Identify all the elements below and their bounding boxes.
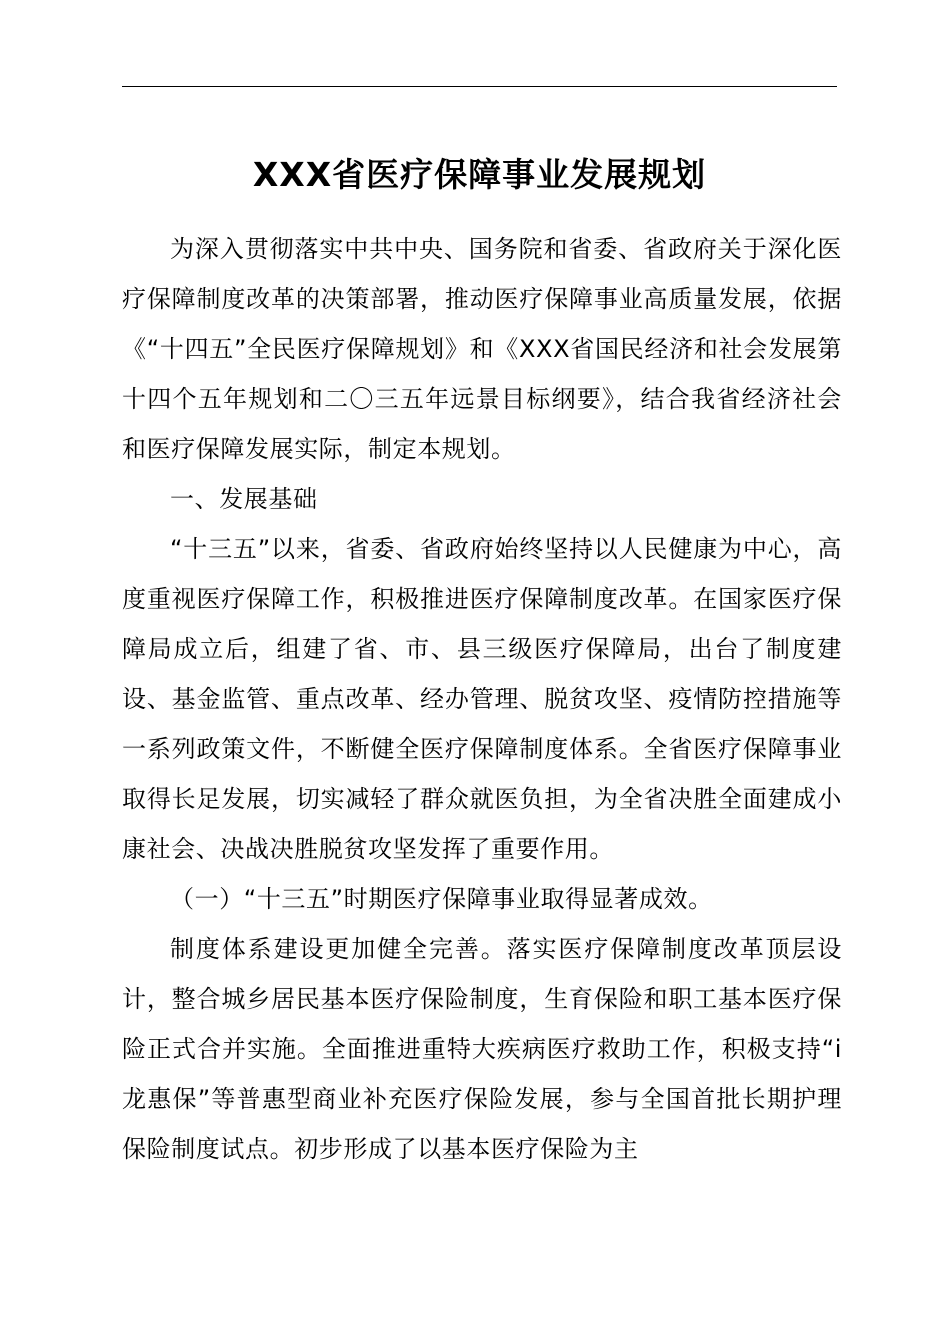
body-paragraph: “十三五”以来，省委、省政府始终坚持以人民健康为中心，高度重视医疗保障工作，积极推进医疗保障制度改革。在国家医疗保障局成立后，组建了省、市、县三级医疗保障局，出台了制度建设、基金监管、重点改革、经办管理、脱贫攻坚、疫情防控措施等一系列政策文件，不断健全医疗保障制度体系。全省医疗保障事业取得长足发展，切实减轻了群众就医负担，为全省决胜全面建成小康社会、决战决胜脱贫攻坚发挥了重要作用。 (122, 535, 842, 863)
header-rule (122, 86, 837, 87)
subsection-heading: （一）“十三五”时期医疗保障事业取得显著成效。 (170, 885, 713, 913)
document-body (122, 224, 842, 1174)
document-title: XXX省医疗保障事业发展规划 (252, 155, 707, 194)
section-heading: 一、发展基础 (170, 485, 318, 513)
intro-paragraph: 为深入贯彻落实中共中央、国务院和省委、省政府关于深化医疗保障制度改革的决策部署，推动医疗保障事业高质量发展，依据《“十四五”全民医疗保障规划》和《XXX省国民经济和社会发展第十四个五年规划和二〇三五年远景目标纲要》，结合我省经济社会和医疗保障发展实际，制定本规划。 (122, 235, 842, 463)
body-paragraph: 制度体系建设更加健全完善。落实医疗保障制度改革顶层设计，整合城乡居民基本医疗保险制度，生育保险和职工基本医疗保险正式合并实施。全面推进重特大疾病医疗救助工作，积极支持“i龙惠保”等普惠型商业补充医疗保险发展，参与全国首批长期护理保险制度试点。初步形成了以基本医疗保险为主 (122, 935, 842, 1163)
